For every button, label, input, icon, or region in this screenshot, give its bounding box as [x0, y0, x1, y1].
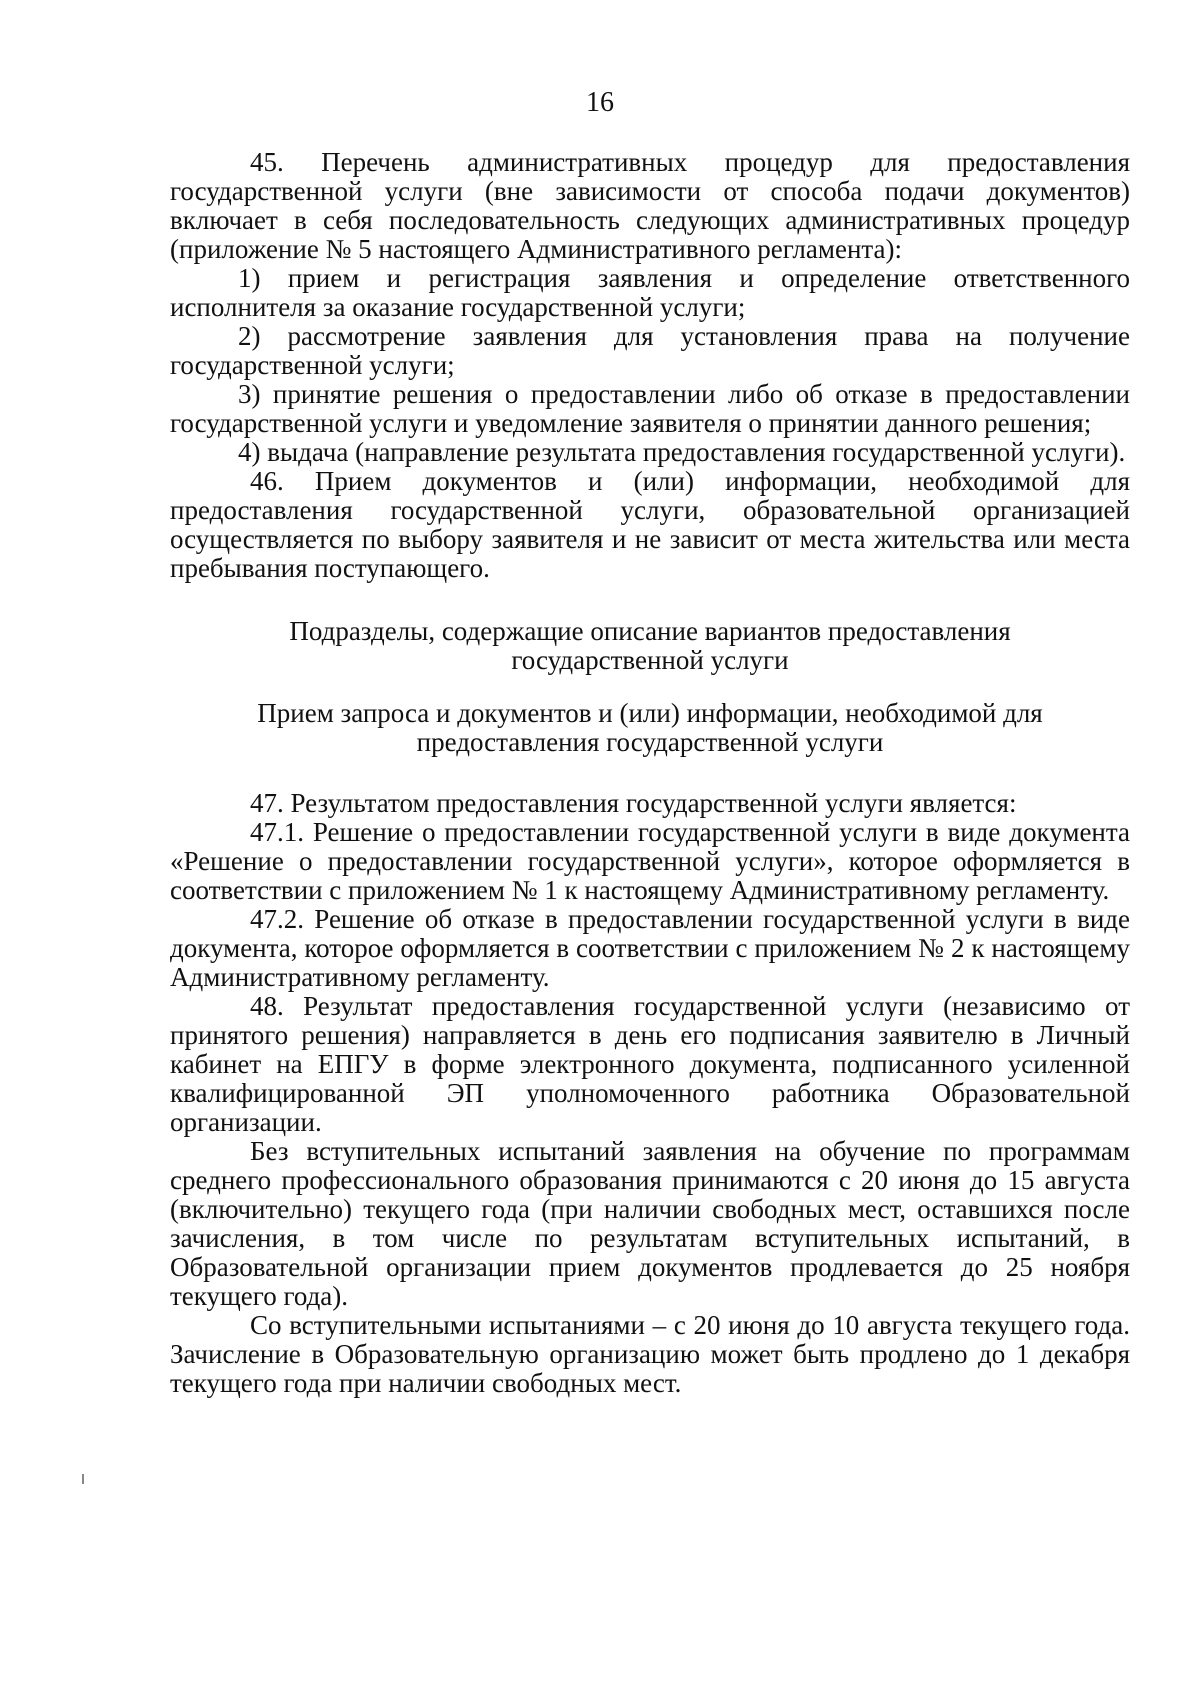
paragraph-48: 48. Результат предоставления государственной услуги (независимо от принятого решения) направляется в день его подписания заявителю в Личный кабинет на ЕПГУ в форме электронного документа, подписанного усиленной квалифицированной ЭП уполномоченного работника Образовательной организации. — [170, 991, 1130, 1137]
paragraph-admission-without-exams: Без вступительных испытаний заявления на обучение по программам среднего профессионального образования принимаются с 20 июня до 15 августа (включительно) текущего года (при наличии свободных мест, оставшихся после зачисления, в том числе по результатам вступительных испытаний, в Образовательной организации прием документов продлевается до 25 ноября текущего года). — [170, 1136, 1130, 1311]
list-item-1: 1) прием и регистрация заявления и определение ответственного исполнителя за оказание государственной услуги; — [170, 263, 1130, 322]
list-item-2: 2) рассмотрение заявления для установления права на получение государственной услуги; — [170, 321, 1130, 380]
subsection-heading: Прием запроса и документов и (или) информации, необходимой для предоставления государственной услуги — [257, 698, 1043, 757]
paragraph-admission-with-exams: Со вступительными испытаниями – с 20 июня до 10 августа текущего года. Зачисление в Образовательную организацию может быть продлено до 1 декабря текущего года при наличии свободных мест. — [170, 1310, 1130, 1398]
scan-mark — [82, 1474, 84, 1484]
paragraph-46: 46. Прием документов и (или) информации, необходимой для предоставления государственной услуги, образовательной организацией осуществляется по выбору заявителя и не зависит от места жительства или места пребывания поступающего. — [170, 466, 1130, 583]
paragraph-47-2: 47.2. Решение об отказе в предоставлении государственной услуги в виде документа, которое оформляется в соответствии с приложением № 2 к настоящему Административному регламенту. — [170, 904, 1130, 992]
paragraph-47: 47. Результатом предоставления государственной услуги является: — [250, 788, 1017, 818]
page-number: 16 — [586, 87, 614, 118]
paragraph-47-1: 47.1. Решение о предоставлении государственной услуги в виде документа «Решение о предоставлении государственной услуги», которое оформляется в соответствии с приложением № 1 к настоящему Административному регламенту. — [170, 817, 1130, 905]
document-body — [170, 148, 1130, 1398]
list-item-4: 4) выдача (направление результата предоставления государственной услуги). — [238, 437, 1126, 467]
paragraph-45: 45. Перечень административных процедур для предоставления государственной услуги (вне зависимости от способа подачи документов) включает в себя последовательность следующих административных процедур (приложение № 5 настоящего Административного регламента): — [170, 147, 1130, 264]
section-heading: Подразделы, содержащие описание вариантов предоставления государственной услуги — [289, 616, 1011, 675]
list-item-3: 3) принятие решения о предоставлении либо об отказе в предоставлении государственной услуги и уведомление заявителя о принятии данного решения; — [170, 379, 1130, 438]
